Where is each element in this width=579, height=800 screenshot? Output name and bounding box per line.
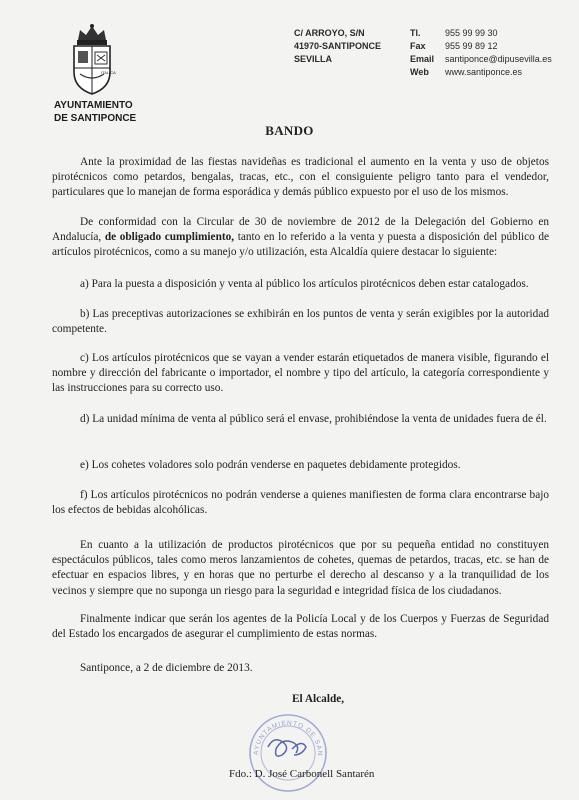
email-label: Email bbox=[410, 54, 435, 64]
coat-of-arms-icon bbox=[64, 22, 120, 96]
item-f bbox=[52, 488, 549, 518]
phone-label: Tl. bbox=[410, 28, 421, 38]
item-d-text: d) La unidad mínima de venta al público será el envase, prohibiéndose la venta de unidades fuera de él. bbox=[80, 413, 547, 425]
signatory-title: El Alcalde, bbox=[292, 693, 345, 705]
final-text: Finalmente indicar que serán los agentes de la Policía Local y de los Cuerpos y Fuerzas de Seguridad del Estado los encargados de asegurar el cumplimiento de estas normas. bbox=[52, 613, 549, 641]
circular-paragraph bbox=[52, 215, 549, 261]
circular-text-before: De conformidad con la Circular de 30 de noviembre de 2012 de la Delegación del Gobierno en Andalucía, bbox=[52, 216, 549, 244]
seal-text: AYUNTAMIENTO DE SAN bbox=[252, 719, 324, 757]
address-line-3: SEVILLA bbox=[294, 54, 333, 64]
contact-row-fax bbox=[410, 40, 552, 53]
web-label: Web bbox=[410, 67, 429, 77]
signature-line: Fdo.: D. José Carbonell Santarén bbox=[229, 768, 375, 780]
item-b-text: b) Las preceptivas autorizaciones se exhibirán en los puntos de venta y serán exigibles por la autoridad competente. bbox=[52, 308, 549, 336]
item-c-text: c) Los artículos pirotécnicos que se vayan a vender estarán etiquetados de manera visible, figurando el nombre y dirección del fabricante o importador, el nombre y tipo del artículo, la categoría correspondiente y las instrucciones para su correcto uso. bbox=[52, 352, 549, 395]
circular-text-after: tanto en lo referido a la venta y puesta a disposición del público de artículos pirotécnicos, como a su manejo y/o utilización, esta Alcaldía quiere destacar lo siguiente: bbox=[52, 231, 550, 259]
item-b bbox=[52, 307, 549, 337]
phone-value: 955 99 99 30 bbox=[445, 28, 498, 38]
item-d bbox=[52, 412, 549, 427]
document-title: BANDO bbox=[265, 123, 314, 138]
address-line-1: C/ ARROYO, S/N bbox=[294, 28, 365, 38]
contact-row-email bbox=[410, 53, 552, 66]
svg-text:AYUNTAMIENTO DE SANTIPONCE bbox=[244, 703, 323, 757]
circular-text-bold: de obligado cumplimiento, bbox=[104, 231, 235, 244]
crest-caption: ITALICA bbox=[101, 70, 116, 75]
usage-text: En cuanto a la utilización de productos pirotécnicos que por su pequeña entidad no constituyen espectáculos públicos, tales como meros lanzamientos de cohetes, quemas de petardos, tracas, etc. se han de efectuar en espacios libres, y en horas que no perturbe el derecho al descanso y a la tranquilidad de los vecinos y siempre que no suponga un riesgo para la seguridad e integridad física de los ciudadanos. bbox=[52, 539, 549, 597]
address-line-2: 41970-SANTIPONCE bbox=[294, 41, 382, 51]
contact-block bbox=[410, 27, 552, 79]
email-value: santiponce@dipusevilla.es bbox=[445, 54, 552, 64]
fax-label: Fax bbox=[410, 41, 426, 51]
item-e bbox=[52, 458, 549, 473]
org-line-1: AYUNTAMIENTO bbox=[54, 100, 133, 111]
intro-paragraph bbox=[52, 155, 549, 201]
date-line: Santiponce, a 2 de diciembre de 2013. bbox=[80, 662, 253, 674]
item-a bbox=[52, 277, 549, 292]
usage-paragraph bbox=[52, 538, 549, 599]
fax-value: 955 99 89 12 bbox=[445, 41, 498, 51]
web-value: www.santiponce.es bbox=[445, 67, 523, 77]
contact-row-web bbox=[410, 66, 552, 79]
item-e-text: e) Los cohetes voladores solo podrán venderse en paquetes debidamente protegidos. bbox=[80, 459, 461, 471]
intro-text: Ante la proximidad de las fiestas navideñas es tradicional el aumento en la venta y uso de objetos pirotécnicos como petardos, bengalas, tracas, etc., con el consiguiente peligro tanto para el vendedor, particulares que lo manejan de forma esporádica y demás público expuesto por el uso de los mismos. bbox=[52, 156, 549, 199]
contact-row-phone bbox=[410, 27, 552, 40]
address-block bbox=[294, 27, 381, 66]
org-line-2: DE SANTIPONCE bbox=[54, 112, 137, 124]
item-a-text: a) Para la puesta a disposición y venta al público los artículos pirotécnicos deben estar catalogados. bbox=[80, 278, 529, 290]
final-paragraph bbox=[52, 612, 549, 642]
item-f-text: f) Los artículos pirotécnicos no podrán venderse a quienes manifiesten de forma clara encontrarse bajo los efectos de bebidas alcohólicas. bbox=[52, 489, 549, 517]
item-c bbox=[52, 351, 549, 397]
organization-name bbox=[54, 100, 136, 125]
official-seal-icon bbox=[244, 703, 332, 795]
